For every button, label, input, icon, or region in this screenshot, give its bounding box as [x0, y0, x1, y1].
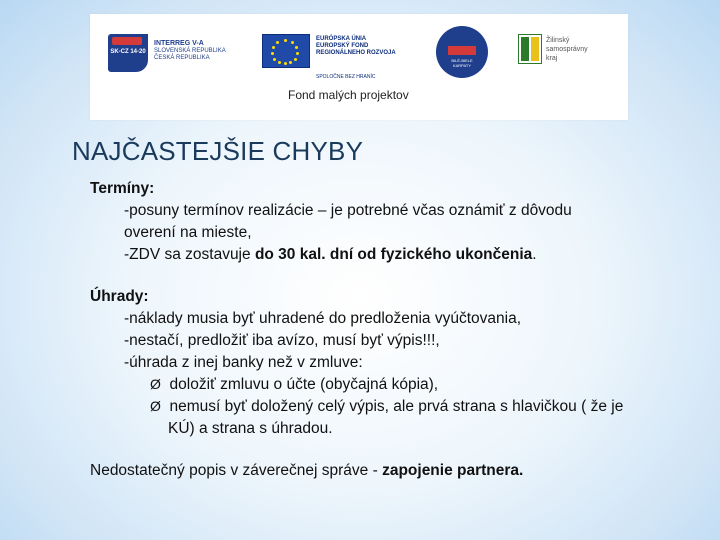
- terminy-item-1-line-2: overení na mieste,: [124, 224, 252, 241]
- eu-line-3: REGIONÁLNEHO ROZVOJA: [316, 50, 396, 56]
- arrow-bullet-icon: Ø: [150, 398, 161, 414]
- eu-line-2: EUROPSKÝ FOND: [316, 43, 369, 49]
- logo-banner: [90, 14, 628, 120]
- euroregion-line-2: KARPATY: [452, 63, 472, 68]
- page-title: NAJČASTEJŠIE CHYBY: [72, 136, 364, 166]
- terminy-item-2-bold: do 30 kal. dní od fyzického ukončenia: [254, 246, 533, 263]
- uhrady-sub-1: [150, 376, 438, 394]
- fund-label: Fond malých projektov: [288, 88, 409, 102]
- interreg-country-2: ČESKÁ REPUBLIKA: [154, 55, 210, 61]
- terminy-item-2-prefix: -ZDV sa zostavuje: [124, 246, 255, 263]
- euroregion-red-band: [448, 46, 476, 55]
- zsk-line-2: samosprávny: [546, 46, 588, 53]
- uhrady-sub-2: [150, 398, 623, 416]
- eu-logo: [262, 34, 412, 78]
- terminy-item-1-line-1: -posuny termínov realizácie – je potrebné včas oznámiť z dôvodu: [124, 202, 572, 219]
- euroregion-line-1: BILÉ-BIELE: [451, 58, 473, 63]
- zsk-shield-icon: [518, 34, 542, 64]
- interreg-logo: [108, 34, 248, 72]
- uhrady-heading: Úhrady:: [90, 288, 149, 305]
- popis-bold: zapojenie partnera.: [382, 462, 524, 479]
- euroregion-logo: [436, 26, 492, 82]
- zsk-logo: [518, 34, 618, 74]
- eu-flag-icon: [262, 34, 310, 68]
- eu-text: [316, 36, 396, 57]
- uhrady-sub-1-text: doložiť zmluvu o účte (obyčajná kópia),: [169, 376, 439, 393]
- zsk-line-1: Žilinský: [546, 37, 570, 44]
- interreg-name: INTERREG V-A: [154, 40, 204, 47]
- eu-slogan: SPOLOČNE BEZ HRANÍC: [316, 74, 376, 80]
- interreg-country-1: SLOVENSKÁ REPUBLIKA: [154, 48, 226, 54]
- zsk-line-3: kraj: [546, 55, 558, 62]
- uhrady-item-3: -úhrada z inej banky než v zmluve:: [124, 354, 363, 371]
- arrow-bullet-icon: Ø: [150, 376, 161, 392]
- terminy-item-2-suffix: .: [532, 246, 537, 263]
- interreg-badge: SK-CZ 14-20: [108, 34, 148, 72]
- popis-prefix: Nedostatečný popis v záverečnej správe -: [90, 462, 383, 479]
- uhrady-item-2: -nestačí, predložiť iba avízo, musí byť výpis!!!,: [124, 332, 440, 349]
- terminy-item-2: [124, 246, 537, 264]
- eu-line-1: EURÓPSKA ÚNIA: [316, 36, 367, 42]
- popis-line: [90, 462, 523, 480]
- interreg-text: [154, 40, 226, 62]
- uhrady-item-1: -náklady musia byť uhradené do predloženia vyúčtovania,: [124, 310, 521, 327]
- terminy-heading: Termíny:: [90, 180, 155, 197]
- uhrady-sub-2-line-1: nemusí byť doložený celý výpis, ale prvá strana s hlavičkou ( že je: [169, 398, 624, 415]
- euroregion-text: [441, 58, 483, 68]
- zsk-text: [546, 36, 588, 63]
- uhrady-sub-2-line-2: KÚ) a strana s úhradou.: [168, 420, 333, 437]
